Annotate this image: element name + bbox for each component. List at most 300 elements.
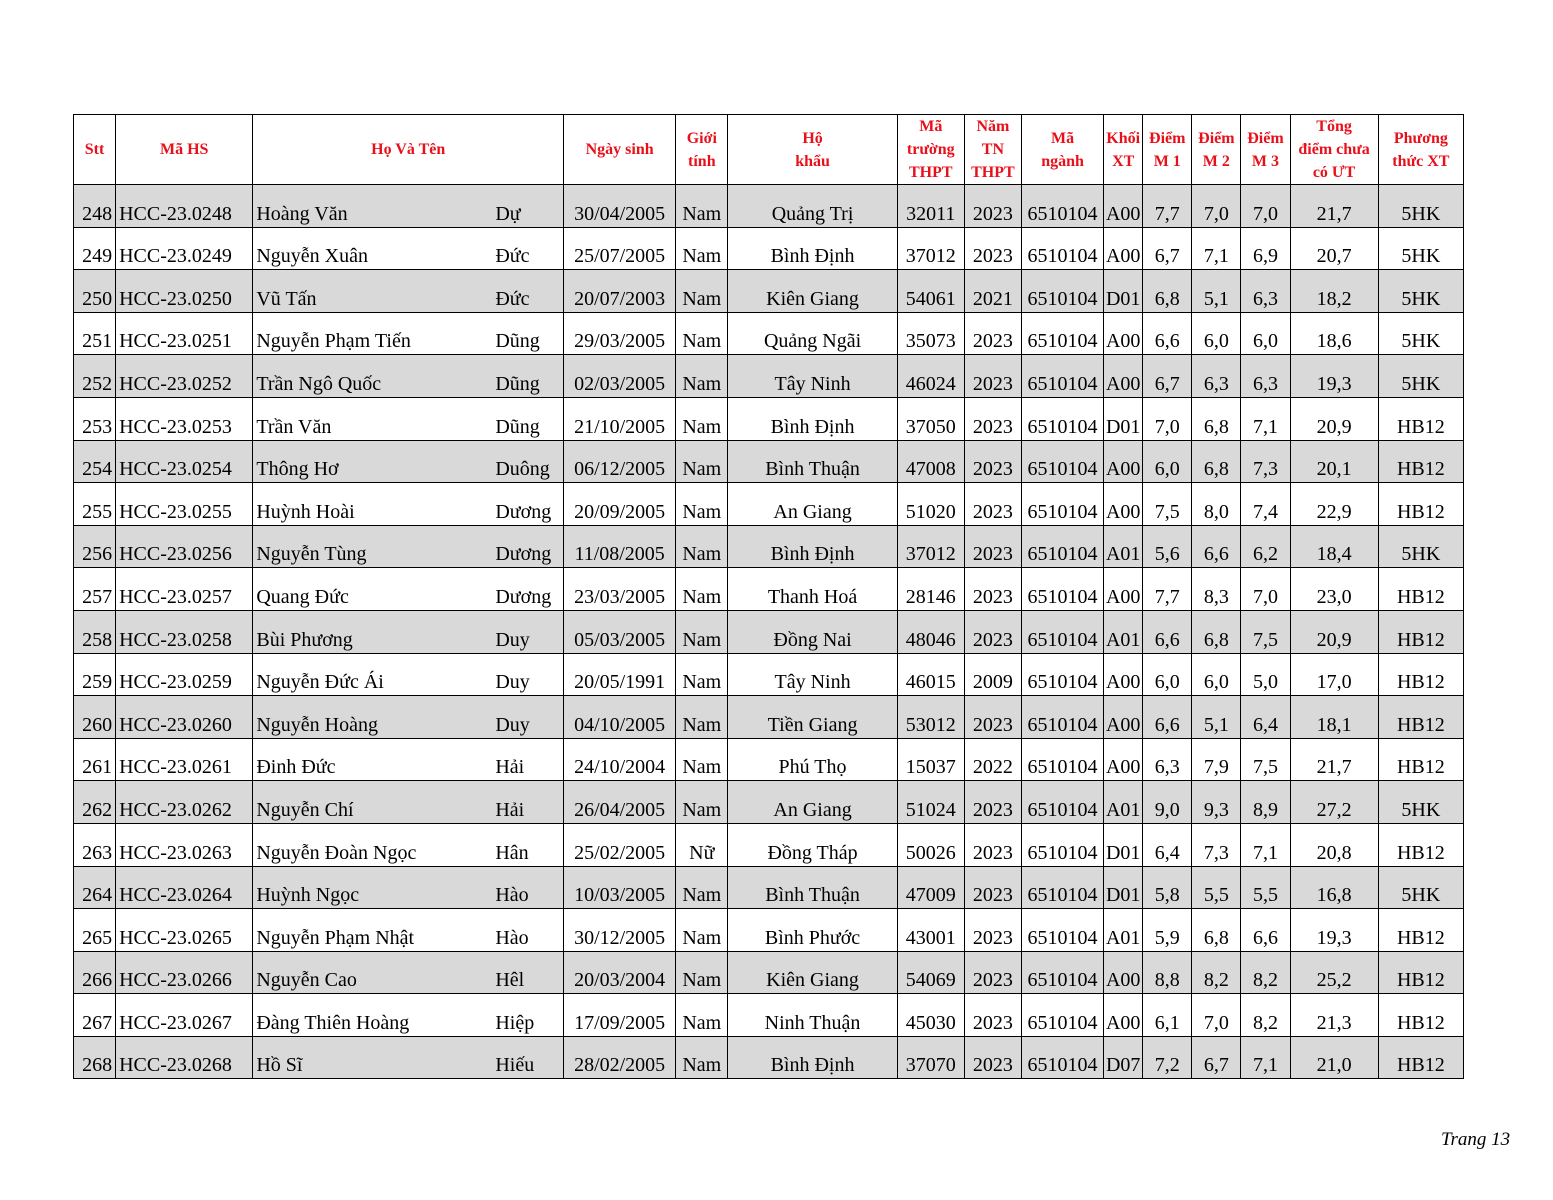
cell-diem-m2: 5,1	[1192, 270, 1241, 313]
header-gioi-tinh-line1: Giới	[686, 129, 717, 147]
cell-ma-truong: 47009	[897, 866, 964, 909]
header-tong-diem	[1290, 115, 1378, 185]
cell-phuong-thuc: HB12	[1378, 653, 1463, 696]
cell-ho-dem: Nguyễn Xuân	[253, 227, 490, 270]
cell-ma-nganh: 6510104	[1021, 355, 1103, 398]
cell-khoi-xt: A00	[1104, 185, 1143, 228]
cell-diem-m1: 6,0	[1143, 440, 1192, 483]
cell-ma-nganh: 6510104	[1021, 397, 1103, 440]
table-row	[74, 653, 1464, 696]
cell-diem-m1: 7,7	[1143, 185, 1192, 228]
cell-ngay-sinh: 21/10/2005	[564, 397, 676, 440]
header-diem-m1-line2: M 1	[1153, 152, 1181, 170]
cell-ho-khau: Đồng Tháp	[728, 823, 897, 866]
cell-ngay-sinh: 29/03/2005	[564, 312, 676, 355]
cell-ngay-sinh: 30/04/2005	[564, 185, 676, 228]
cell-diem-m1: 6,7	[1143, 227, 1192, 270]
cell-gioi-tinh: Nam	[676, 866, 728, 909]
cell-nam-tn: 2022	[964, 738, 1021, 781]
cell-diem-m1: 7,2	[1143, 1036, 1192, 1079]
cell-tong-diem: 20,7	[1290, 227, 1378, 270]
cell-ten: Hải	[489, 781, 563, 824]
cell-ma-nganh: 6510104	[1021, 738, 1103, 781]
cell-ho-dem: Nguyễn Hoàng	[253, 696, 490, 739]
cell-ma-truong: 47008	[897, 440, 964, 483]
cell-diem-m2: 9,3	[1192, 781, 1241, 824]
cell-stt: 260	[74, 696, 116, 739]
cell-ho-dem: Đinh Đức	[253, 738, 490, 781]
cell-diem-m2: 6,8	[1192, 440, 1241, 483]
cell-ngay-sinh: 28/02/2005	[564, 1036, 676, 1079]
cell-ten: Dũng	[489, 312, 563, 355]
cell-nam-tn: 2023	[964, 781, 1021, 824]
cell-ten: Dự	[489, 185, 563, 228]
cell-gioi-tinh: Nam	[676, 1036, 728, 1079]
cell-diem-m1: 8,8	[1143, 951, 1192, 994]
cell-ma-hs: HCC-23.0250	[116, 270, 253, 313]
cell-khoi-xt: A00	[1104, 227, 1143, 270]
cell-gioi-tinh: Nam	[676, 397, 728, 440]
cell-ngay-sinh: 11/08/2005	[564, 525, 676, 568]
header-phuong-thuc-line1: Phương	[1393, 129, 1448, 147]
header-khoi-xt-line1: Khối	[1106, 129, 1141, 147]
cell-diem-m1: 5,9	[1143, 909, 1192, 952]
cell-gioi-tinh: Nam	[676, 227, 728, 270]
header-khoi-xt	[1104, 115, 1143, 185]
cell-diem-m3: 7,5	[1241, 738, 1290, 781]
cell-ma-nganh: 6510104	[1021, 483, 1103, 526]
cell-phuong-thuc: 5HK	[1378, 185, 1463, 228]
header-diem-m2-line1: Điểm	[1198, 129, 1235, 147]
cell-stt: 267	[74, 994, 116, 1037]
cell-phuong-thuc: HB12	[1378, 909, 1463, 952]
header-phuong-thuc	[1378, 115, 1463, 185]
cell-ma-nganh: 6510104	[1021, 312, 1103, 355]
cell-diem-m3: 7,4	[1241, 483, 1290, 526]
cell-diem-m2: 5,5	[1192, 866, 1241, 909]
table-row	[74, 823, 1464, 866]
header-row	[74, 115, 1464, 185]
cell-ho-dem: Huỳnh Hoài	[253, 483, 490, 526]
table-row	[74, 312, 1464, 355]
cell-nam-tn: 2021	[964, 270, 1021, 313]
cell-ma-truong: 15037	[897, 738, 964, 781]
cell-ma-nganh: 6510104	[1021, 866, 1103, 909]
cell-diem-m1: 5,8	[1143, 866, 1192, 909]
cell-tong-diem: 16,8	[1290, 866, 1378, 909]
cell-ma-hs: HCC-23.0251	[116, 312, 253, 355]
cell-ma-hs: HCC-23.0265	[116, 909, 253, 952]
cell-ma-hs: HCC-23.0266	[116, 951, 253, 994]
cell-ma-nganh: 6510104	[1021, 994, 1103, 1037]
cell-gioi-tinh: Nam	[676, 994, 728, 1037]
cell-nam-tn: 2023	[964, 312, 1021, 355]
cell-ngay-sinh: 04/10/2005	[564, 696, 676, 739]
cell-ho-khau: Tây Ninh	[728, 653, 897, 696]
cell-ho-khau: Tây Ninh	[728, 355, 897, 398]
cell-ngay-sinh: 24/10/2004	[564, 738, 676, 781]
cell-phuong-thuc: 5HK	[1378, 355, 1463, 398]
cell-diem-m1: 6,6	[1143, 312, 1192, 355]
cell-ho-dem: Thông Hơ	[253, 440, 490, 483]
cell-ma-truong: 37012	[897, 525, 964, 568]
cell-khoi-xt: D01	[1104, 397, 1143, 440]
cell-nam-tn: 2023	[964, 951, 1021, 994]
cell-ma-nganh: 6510104	[1021, 1036, 1103, 1079]
header-diem-m1-line1: Điểm	[1149, 129, 1186, 147]
cell-ho-khau: Bình Thuận	[728, 440, 897, 483]
header-diem-m1	[1143, 115, 1192, 185]
cell-diem-m3: 7,1	[1241, 823, 1290, 866]
cell-diem-m3: 6,3	[1241, 270, 1290, 313]
cell-khoi-xt: D01	[1104, 270, 1143, 313]
cell-ma-hs: HCC-23.0253	[116, 397, 253, 440]
cell-ten: Hào	[489, 866, 563, 909]
header-diem-m3	[1241, 115, 1290, 185]
header-tong-diem-line3: có ƯT	[1312, 164, 1356, 181]
cell-ho-dem: Hoàng Văn	[253, 185, 490, 228]
cell-ma-hs: HCC-23.0252	[116, 355, 253, 398]
cell-ho-dem: Quang Đức	[253, 568, 490, 611]
cell-ten: Duy	[489, 610, 563, 653]
cell-nam-tn: 2023	[964, 866, 1021, 909]
cell-tong-diem: 21,0	[1290, 1036, 1378, 1079]
cell-ten: Duy	[489, 653, 563, 696]
cell-ma-truong: 32011	[897, 185, 964, 228]
cell-diem-m2: 8,2	[1192, 951, 1241, 994]
cell-stt: 255	[74, 483, 116, 526]
cell-diem-m3: 5,5	[1241, 866, 1290, 909]
cell-ten: Dũng	[489, 397, 563, 440]
cell-stt: 266	[74, 951, 116, 994]
cell-phuong-thuc: 5HK	[1378, 866, 1463, 909]
cell-nam-tn: 2023	[964, 227, 1021, 270]
header-ho-khau-line1: Hộ	[802, 129, 823, 147]
header-ma-truong	[897, 115, 964, 185]
cell-ma-truong: 43001	[897, 909, 964, 952]
cell-ho-khau: Bình Định	[728, 1036, 897, 1079]
cell-diem-m2: 7,3	[1192, 823, 1241, 866]
cell-ngay-sinh: 26/04/2005	[564, 781, 676, 824]
cell-ho-khau: Bình Thuận	[728, 866, 897, 909]
cell-ten: Hải	[489, 738, 563, 781]
cell-diem-m3: 6,2	[1241, 525, 1290, 568]
header-ma-truong-line2: trường	[906, 141, 955, 158]
cell-phuong-thuc: HB12	[1378, 568, 1463, 611]
table-row	[74, 270, 1464, 313]
cell-ho-khau: Quảng Ngãi	[728, 312, 897, 355]
cell-diem-m3: 6,9	[1241, 227, 1290, 270]
cell-ho-khau: Thanh Hoá	[728, 568, 897, 611]
cell-phuong-thuc: HB12	[1378, 738, 1463, 781]
cell-ma-truong: 37050	[897, 397, 964, 440]
cell-ho-dem: Nguyễn Chí	[253, 781, 490, 824]
cell-diem-m1: 6,8	[1143, 270, 1192, 313]
cell-ten: Duông	[489, 440, 563, 483]
cell-ma-hs: HCC-23.0267	[116, 994, 253, 1037]
cell-ngay-sinh: 20/05/1991	[564, 653, 676, 696]
cell-gioi-tinh: Nam	[676, 951, 728, 994]
cell-ma-hs: HCC-23.0249	[116, 227, 253, 270]
cell-phuong-thuc: 5HK	[1378, 312, 1463, 355]
header-diem-m3-line2: M 3	[1251, 152, 1279, 170]
cell-gioi-tinh: Nam	[676, 781, 728, 824]
cell-ma-truong: 35073	[897, 312, 964, 355]
table-row	[74, 696, 1464, 739]
cell-ho-dem: Vũ Tấn	[253, 270, 490, 313]
cell-diem-m3: 7,0	[1241, 185, 1290, 228]
header-ho-va-ten: Họ Và Tên	[253, 115, 564, 185]
cell-gioi-tinh: Nam	[676, 909, 728, 952]
cell-gioi-tinh: Nam	[676, 525, 728, 568]
cell-diem-m1: 6,6	[1143, 610, 1192, 653]
cell-nam-tn: 2023	[964, 483, 1021, 526]
cell-ho-dem: Huỳnh Ngọc	[253, 866, 490, 909]
table-row	[74, 866, 1464, 909]
cell-khoi-xt: A00	[1104, 696, 1143, 739]
cell-diem-m1: 7,0	[1143, 397, 1192, 440]
cell-ma-truong: 53012	[897, 696, 964, 739]
cell-tong-diem: 23,0	[1290, 568, 1378, 611]
cell-ma-truong: 48046	[897, 610, 964, 653]
header-tong-diem-line1: Tổng	[1316, 118, 1352, 135]
cell-ma-truong: 28146	[897, 568, 964, 611]
cell-tong-diem: 20,9	[1290, 397, 1378, 440]
cell-ma-hs: HCC-23.0254	[116, 440, 253, 483]
cell-phuong-thuc: HB12	[1378, 397, 1463, 440]
cell-ma-hs: HCC-23.0256	[116, 525, 253, 568]
cell-diem-m3: 7,0	[1241, 568, 1290, 611]
header-nam-tn-line3: THPT	[971, 164, 1015, 181]
cell-gioi-tinh: Nam	[676, 440, 728, 483]
cell-ma-hs: HCC-23.0248	[116, 185, 253, 228]
cell-ma-hs: HCC-23.0258	[116, 610, 253, 653]
cell-gioi-tinh: Nam	[676, 355, 728, 398]
cell-nam-tn: 2023	[964, 1036, 1021, 1079]
cell-ma-nganh: 6510104	[1021, 823, 1103, 866]
cell-diem-m2: 6,0	[1192, 312, 1241, 355]
cell-ho-khau: Tiền Giang	[728, 696, 897, 739]
table-row	[74, 440, 1464, 483]
cell-tong-diem: 20,1	[1290, 440, 1378, 483]
cell-ten: Đức	[489, 270, 563, 313]
cell-diem-m3: 5,0	[1241, 653, 1290, 696]
cell-ho-khau: Kiên Giang	[728, 270, 897, 313]
cell-stt: 248	[74, 185, 116, 228]
cell-gioi-tinh: Nam	[676, 568, 728, 611]
cell-diem-m3: 7,3	[1241, 440, 1290, 483]
cell-gioi-tinh: Nam	[676, 312, 728, 355]
cell-diem-m3: 6,4	[1241, 696, 1290, 739]
cell-ho-dem: Nguyễn Đức Ái	[253, 653, 490, 696]
header-ho-khau	[728, 115, 897, 185]
cell-tong-diem: 18,2	[1290, 270, 1378, 313]
cell-ma-truong: 51020	[897, 483, 964, 526]
cell-ngay-sinh: 10/03/2005	[564, 866, 676, 909]
cell-nam-tn: 2023	[964, 440, 1021, 483]
cell-ngay-sinh: 02/03/2005	[564, 355, 676, 398]
cell-ma-nganh: 6510104	[1021, 227, 1103, 270]
cell-ma-hs: HCC-23.0264	[116, 866, 253, 909]
cell-phuong-thuc: HB12	[1378, 994, 1463, 1037]
cell-diem-m2: 6,3	[1192, 355, 1241, 398]
cell-khoi-xt: D01	[1104, 866, 1143, 909]
cell-ho-dem: Hồ Sĩ	[253, 1036, 490, 1079]
cell-diem-m2: 6,7	[1192, 1036, 1241, 1079]
cell-phuong-thuc: 5HK	[1378, 270, 1463, 313]
header-gioi-tinh-line2: tính	[688, 152, 716, 170]
header-ma-nganh	[1021, 115, 1103, 185]
table-row	[74, 227, 1464, 270]
header-nam-tn-line1: Năm	[976, 118, 1010, 135]
cell-diem-m3: 8,9	[1241, 781, 1290, 824]
cell-diem-m1: 6,6	[1143, 696, 1192, 739]
header-ma-hs: Mã HS	[116, 115, 253, 185]
cell-ho-dem: Bùi Phương	[253, 610, 490, 653]
cell-ho-dem: Đàng Thiên Hoàng	[253, 994, 490, 1037]
cell-ma-nganh: 6510104	[1021, 270, 1103, 313]
table-row	[74, 909, 1464, 952]
cell-ho-khau: Phú Thọ	[728, 738, 897, 781]
cell-ho-dem: Nguyễn Đoàn Ngọc	[253, 823, 490, 866]
cell-diem-m2: 6,0	[1192, 653, 1241, 696]
cell-nam-tn: 2023	[964, 185, 1021, 228]
cell-diem-m2: 5,1	[1192, 696, 1241, 739]
cell-diem-m1: 6,0	[1143, 653, 1192, 696]
cell-ma-nganh: 6510104	[1021, 440, 1103, 483]
cell-ma-truong: 45030	[897, 994, 964, 1037]
cell-nam-tn: 2023	[964, 610, 1021, 653]
cell-khoi-xt: A01	[1104, 909, 1143, 952]
cell-khoi-xt: A01	[1104, 610, 1143, 653]
cell-stt: 264	[74, 866, 116, 909]
cell-tong-diem: 19,3	[1290, 909, 1378, 952]
cell-diem-m1: 7,7	[1143, 568, 1192, 611]
cell-khoi-xt: D07	[1104, 1036, 1143, 1079]
cell-diem-m1: 6,7	[1143, 355, 1192, 398]
cell-ngay-sinh: 23/03/2005	[564, 568, 676, 611]
cell-ten: Hêl	[489, 951, 563, 994]
cell-ho-khau: Kiên Giang	[728, 951, 897, 994]
cell-ma-truong: 37070	[897, 1036, 964, 1079]
cell-phuong-thuc: 5HK	[1378, 525, 1463, 568]
cell-tong-diem: 21,7	[1290, 185, 1378, 228]
cell-ma-truong: 46015	[897, 653, 964, 696]
cell-ngay-sinh: 20/07/2003	[564, 270, 676, 313]
cell-tong-diem: 21,7	[1290, 738, 1378, 781]
cell-diem-m3: 6,0	[1241, 312, 1290, 355]
cell-diem-m1: 5,6	[1143, 525, 1192, 568]
cell-diem-m3: 7,1	[1241, 1036, 1290, 1079]
table-row	[74, 185, 1464, 228]
cell-ma-nganh: 6510104	[1021, 610, 1103, 653]
cell-diem-m1: 6,4	[1143, 823, 1192, 866]
cell-ngay-sinh: 17/09/2005	[564, 994, 676, 1037]
cell-ten: Dương	[489, 568, 563, 611]
cell-ho-khau: Quảng Trị	[728, 185, 897, 228]
table-row	[74, 397, 1464, 440]
cell-diem-m2: 8,3	[1192, 568, 1241, 611]
cell-diem-m2: 6,8	[1192, 397, 1241, 440]
cell-ngay-sinh: 06/12/2005	[564, 440, 676, 483]
cell-stt: 268	[74, 1036, 116, 1079]
cell-ho-dem: Nguyễn Phạm Nhật	[253, 909, 490, 952]
cell-ma-truong: 37012	[897, 227, 964, 270]
cell-khoi-xt: A00	[1104, 568, 1143, 611]
cell-ho-khau: Đồng Nai	[728, 610, 897, 653]
cell-ho-khau: Bình Định	[728, 397, 897, 440]
cell-ma-nganh: 6510104	[1021, 525, 1103, 568]
cell-tong-diem: 20,8	[1290, 823, 1378, 866]
cell-stt: 265	[74, 909, 116, 952]
cell-phuong-thuc: HB12	[1378, 1036, 1463, 1079]
cell-phuong-thuc: HB12	[1378, 610, 1463, 653]
cell-ho-khau: Bình Định	[728, 227, 897, 270]
cell-ma-truong: 51024	[897, 781, 964, 824]
cell-khoi-xt: A01	[1104, 781, 1143, 824]
cell-tong-diem: 22,9	[1290, 483, 1378, 526]
table-row	[74, 1036, 1464, 1079]
table-row	[74, 781, 1464, 824]
cell-stt: 261	[74, 738, 116, 781]
cell-khoi-xt: A01	[1104, 525, 1143, 568]
cell-stt: 263	[74, 823, 116, 866]
cell-phuong-thuc: HB12	[1378, 951, 1463, 994]
cell-tong-diem: 21,3	[1290, 994, 1378, 1037]
cell-ngay-sinh: 20/03/2004	[564, 951, 676, 994]
cell-phuong-thuc: HB12	[1378, 696, 1463, 739]
cell-khoi-xt: A00	[1104, 483, 1143, 526]
header-gioi-tinh	[676, 115, 728, 185]
table-row	[74, 355, 1464, 398]
cell-diem-m2: 6,8	[1192, 909, 1241, 952]
header-diem-m3-line1: Điểm	[1247, 129, 1284, 147]
cell-diem-m3: 6,3	[1241, 355, 1290, 398]
cell-phuong-thuc: HB12	[1378, 440, 1463, 483]
cell-diem-m2: 6,8	[1192, 610, 1241, 653]
cell-stt: 251	[74, 312, 116, 355]
cell-khoi-xt: A00	[1104, 653, 1143, 696]
cell-phuong-thuc: 5HK	[1378, 227, 1463, 270]
cell-phuong-thuc: HB12	[1378, 823, 1463, 866]
cell-ma-nganh: 6510104	[1021, 951, 1103, 994]
cell-nam-tn: 2023	[964, 696, 1021, 739]
cell-ten: Dương	[489, 483, 563, 526]
cell-diem-m2: 7,1	[1192, 227, 1241, 270]
cell-ho-dem: Nguyễn Tùng	[253, 525, 490, 568]
cell-ten: Duy	[489, 696, 563, 739]
cell-ngay-sinh: 05/03/2005	[564, 610, 676, 653]
header-nam-tn	[964, 115, 1021, 185]
cell-nam-tn: 2023	[964, 525, 1021, 568]
cell-tong-diem: 19,3	[1290, 355, 1378, 398]
table-row	[74, 738, 1464, 781]
table-row	[74, 483, 1464, 526]
student-admission-table	[73, 114, 1464, 1079]
cell-ten: Dương	[489, 525, 563, 568]
header-ma-truong-line1: Mã	[919, 118, 943, 135]
page-number: Trang 13	[1441, 1129, 1511, 1150]
table-row	[74, 568, 1464, 611]
table-row	[74, 994, 1464, 1037]
cell-nam-tn: 2023	[964, 909, 1021, 952]
cell-khoi-xt: A00	[1104, 312, 1143, 355]
cell-ho-khau: Ninh Thuận	[728, 994, 897, 1037]
cell-gioi-tinh: Nam	[676, 610, 728, 653]
cell-stt: 254	[74, 440, 116, 483]
cell-ma-truong: 54069	[897, 951, 964, 994]
cell-ngay-sinh: 25/02/2005	[564, 823, 676, 866]
